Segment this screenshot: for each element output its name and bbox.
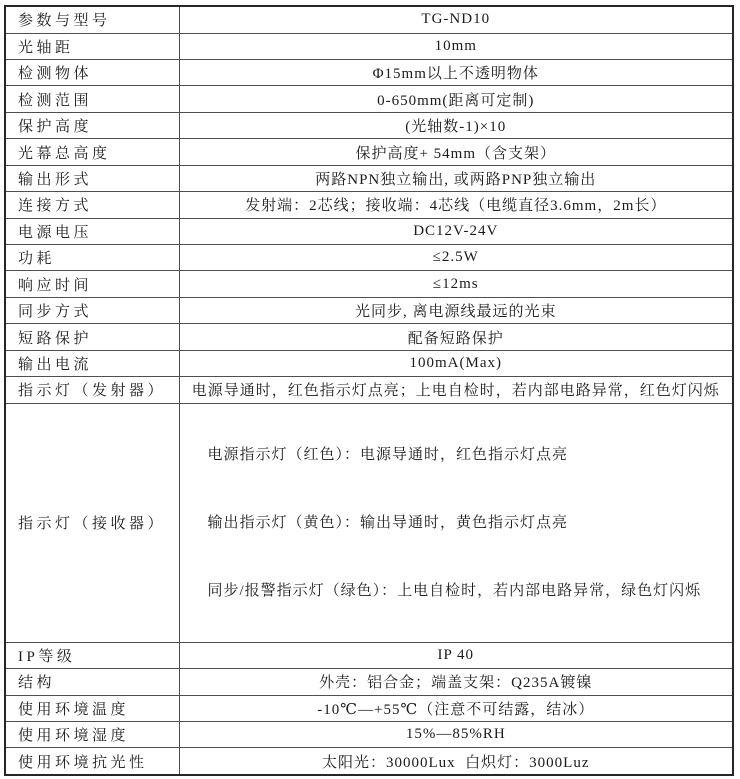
- param-name: 同步方式: [5, 297, 179, 323]
- param-name: 结构: [5, 669, 179, 695]
- param-value: 发射端：2芯线；接收端：4芯线（电缆直径3.6mm，2m长）: [179, 192, 733, 218]
- param-value: 100mA(Max): [179, 350, 733, 376]
- table-row: [5, 245, 733, 271]
- table-row: [5, 112, 733, 138]
- param-name: 输出形式: [5, 165, 179, 191]
- param-name: 光轴距: [5, 33, 179, 59]
- receiver-indicator-line-sync-alarm: 同步/报警指示灯（绿色）：上电自检时，若内部电路异常，绿色灯闪烁: [207, 582, 702, 599]
- table-row: [5, 669, 733, 695]
- param-value: Φ15mm以上不透明物体: [179, 59, 733, 85]
- param-name: 电源电压: [5, 218, 179, 244]
- param-value: TG-ND10: [179, 6, 733, 33]
- param-value: (光轴数-1)×10: [179, 112, 733, 138]
- param-value: 外壳：铝合金；端盖支架：Q235A镀镍: [179, 669, 733, 695]
- table-row: [5, 86, 733, 112]
- param-name: 使用环境抗光性: [5, 748, 179, 775]
- table-row: [5, 297, 733, 323]
- spec-sheet: [4, 5, 734, 776]
- table-row: [5, 218, 733, 244]
- table-row: [5, 271, 733, 297]
- param-name: 使用环境温度: [5, 695, 179, 721]
- param-name: 连接方式: [5, 192, 179, 218]
- table-row: [5, 324, 733, 350]
- param-name: 指示灯（发射器）: [5, 377, 179, 403]
- param-name: 使用环境湿度: [5, 721, 179, 747]
- table-row: [5, 721, 733, 747]
- param-value: 15%—85%RH: [179, 721, 733, 747]
- param-name: 短路保护: [5, 324, 179, 350]
- param-name: 响应时间: [5, 271, 179, 297]
- spec-table: [4, 5, 734, 776]
- param-value: 0-650mm(距离可定制): [179, 86, 733, 112]
- param-name: 检测范围: [5, 86, 179, 112]
- table-row: [5, 377, 733, 403]
- param-value: 电源导通时，红色指示灯点亮；上电自检时，若内部电路异常，红色灯闪烁: [179, 377, 733, 403]
- param-value: 10mm: [179, 33, 733, 59]
- table-row: [5, 59, 733, 85]
- table-row: [5, 695, 733, 721]
- param-value: -10℃—+55℃（注意不可结露，结冰）: [179, 695, 733, 721]
- receiver-indicator-line-output: 输出指示灯（黄色）：输出导通时，黄色指示灯点亮: [207, 514, 569, 531]
- table-row-receiver-indicators: [5, 403, 733, 642]
- param-name: IP等级: [5, 642, 179, 668]
- table-row: [5, 165, 733, 191]
- param-name: 检测物体: [5, 59, 179, 85]
- table-row: [5, 192, 733, 218]
- table-row: [5, 350, 733, 376]
- param-name: 光幕总高度: [5, 139, 179, 165]
- param-value: 两路NPN独立输出, 或两路PNP独立输出: [179, 165, 733, 191]
- table-row: [5, 33, 733, 59]
- table-row: [5, 642, 733, 668]
- receiver-indicator-line-power: 电源指示灯（红色）：电源导通时，红色指示灯点亮: [207, 446, 569, 463]
- param-value: DC12V-24V: [179, 218, 733, 244]
- param-name: 保护高度: [5, 112, 179, 138]
- param-name: 指示灯（接收器）: [5, 403, 179, 642]
- param-name: 参数与型号: [5, 6, 179, 33]
- table-row: [5, 748, 733, 775]
- param-value: 太阳光：30000Lux 白炽灯：3000Luz: [179, 748, 733, 775]
- param-value: IP 40: [179, 642, 733, 668]
- param-name: 输出电流: [5, 350, 179, 376]
- table-row: [5, 139, 733, 165]
- param-value: 光同步, 离电源线最远的光束: [179, 297, 733, 323]
- param-value: ≤2.5W: [179, 245, 733, 271]
- param-value: [179, 403, 733, 642]
- param-value: 配备短路保护: [179, 324, 733, 350]
- table-row: [5, 6, 733, 33]
- param-value: ≤12ms: [179, 271, 733, 297]
- param-name: 功耗: [5, 245, 179, 271]
- param-value: 保护高度+ 54mm（含支架）: [179, 139, 733, 165]
